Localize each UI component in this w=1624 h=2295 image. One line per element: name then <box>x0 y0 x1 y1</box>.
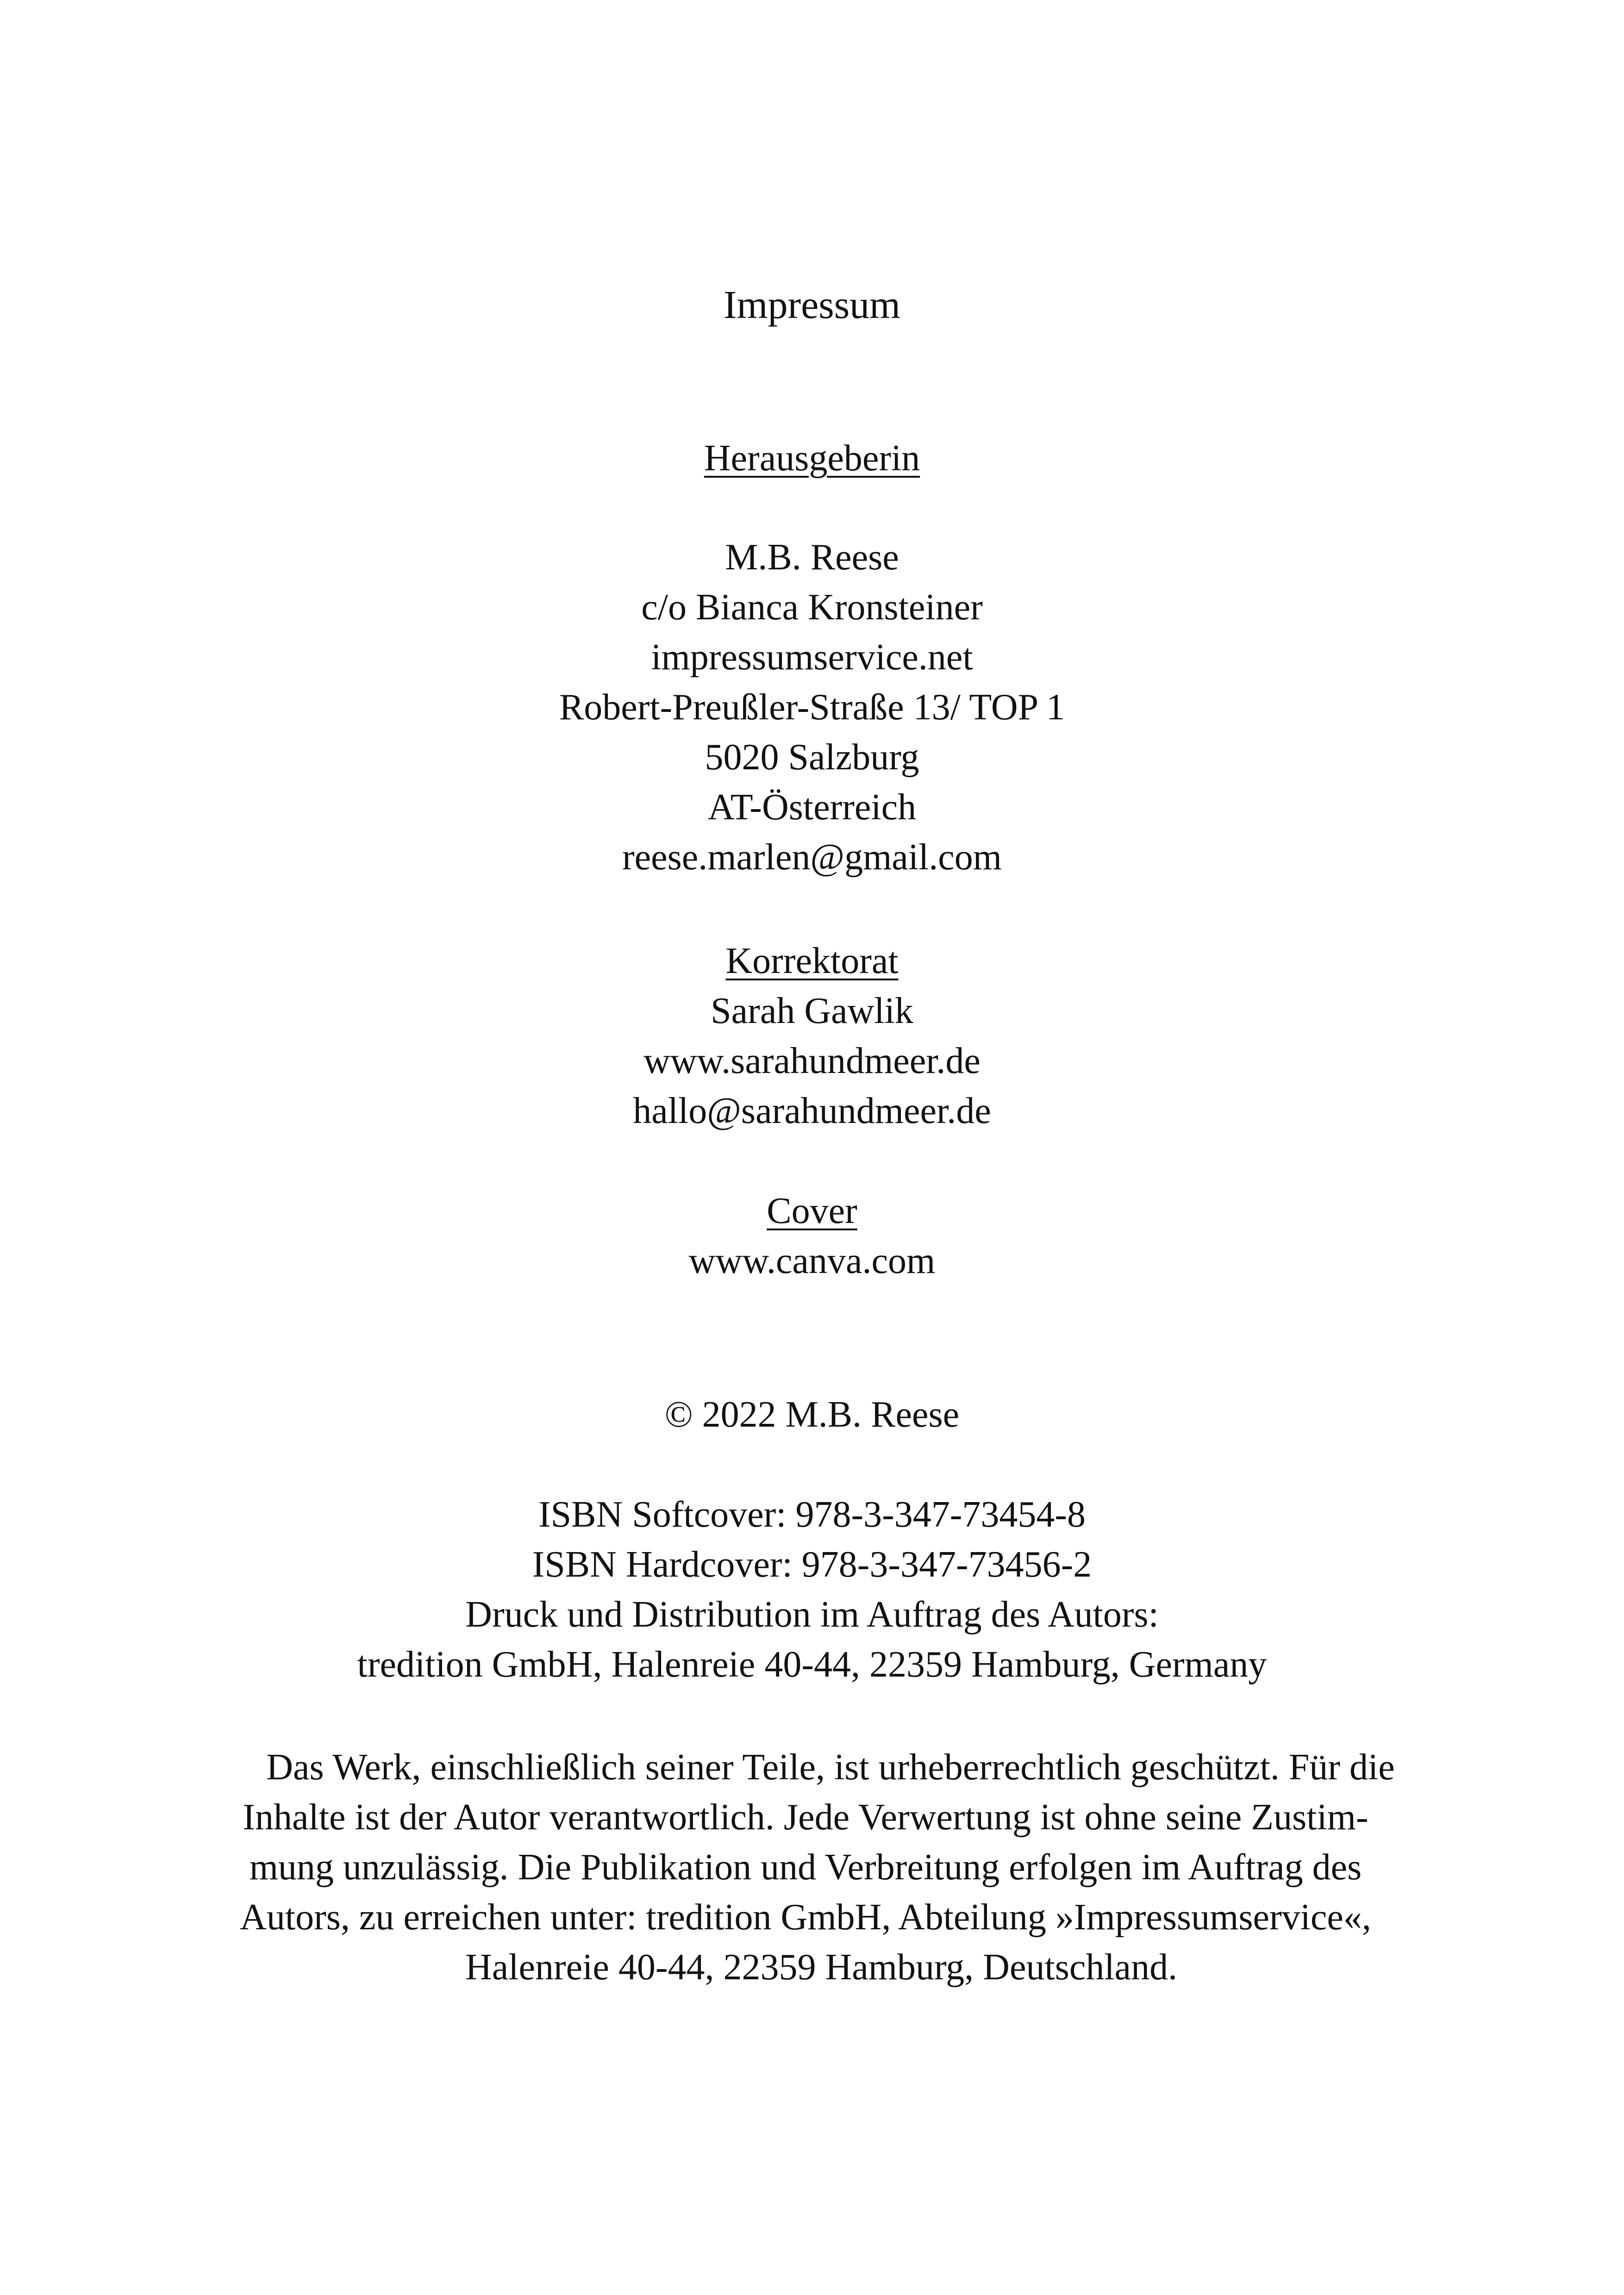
publisher-city: 5020 Salzburg <box>705 737 919 778</box>
distribution-note: Druck und Distribution im Auftrag des Autors: <box>465 1594 1159 1635</box>
page-title: Impressum <box>723 282 901 327</box>
proofreading-heading: Korrektorat <box>725 941 899 981</box>
publisher-care-of: c/o Bianca Kronsteiner <box>641 587 983 628</box>
publisher-heading: Herausgeberin <box>704 438 920 479</box>
cover-website: www.canva.com <box>688 1241 936 1281</box>
proofreader-name: Sarah Gawlik <box>711 991 913 1031</box>
isbn-hardcover: ISBN Hardcover: 978-3-347-73456-2 <box>532 1544 1092 1585</box>
proofreader-website: www.sarahundmeer.de <box>643 1041 981 1081</box>
publisher-street: Robert-Preußler-Straße 13/ TOP 1 <box>559 687 1065 728</box>
copyright-notice: © 2022 M.B. Reese <box>664 1394 960 1435</box>
proofreader-email: hallo@sarahundmeer.de <box>633 1091 991 1131</box>
isbn-softcover: ISBN Softcover: 978-3-347-73454-8 <box>538 1494 1086 1535</box>
publisher-country: AT-Österreich <box>707 787 917 828</box>
legal-notice-line: Autors, zu erreichen unter: tredition GmbH, Abteilung »Impressumservice«, <box>240 1897 1371 1938</box>
publisher-name: M.B. Reese <box>725 537 899 578</box>
distribution-address: tredition GmbH, Halenreie 40-44, 22359 Hamburg, Germany <box>357 1644 1267 1685</box>
cover-heading: Cover <box>767 1191 857 1231</box>
legal-notice-line: mung unzulässig. Die Publikation und Verbreitung erfolgen im Auftrag des <box>249 1847 1362 1888</box>
legal-notice-line: Halenreie 40-44, 22359 Hamburg, Deutschland. <box>465 1947 1178 1988</box>
legal-notice-line: Inhalte ist der Autor verantwortlich. Jede Verwertung ist ohne seine Zustim- <box>243 1797 1368 1838</box>
publisher-email: reese.marlen@gmail.com <box>622 837 1002 878</box>
publisher-service: impressumservice.net <box>651 637 973 678</box>
legal-notice-line: Das Werk, einschließlich seiner Teile, ist urheberrechtlich geschützt. Für die <box>266 1747 1395 1788</box>
